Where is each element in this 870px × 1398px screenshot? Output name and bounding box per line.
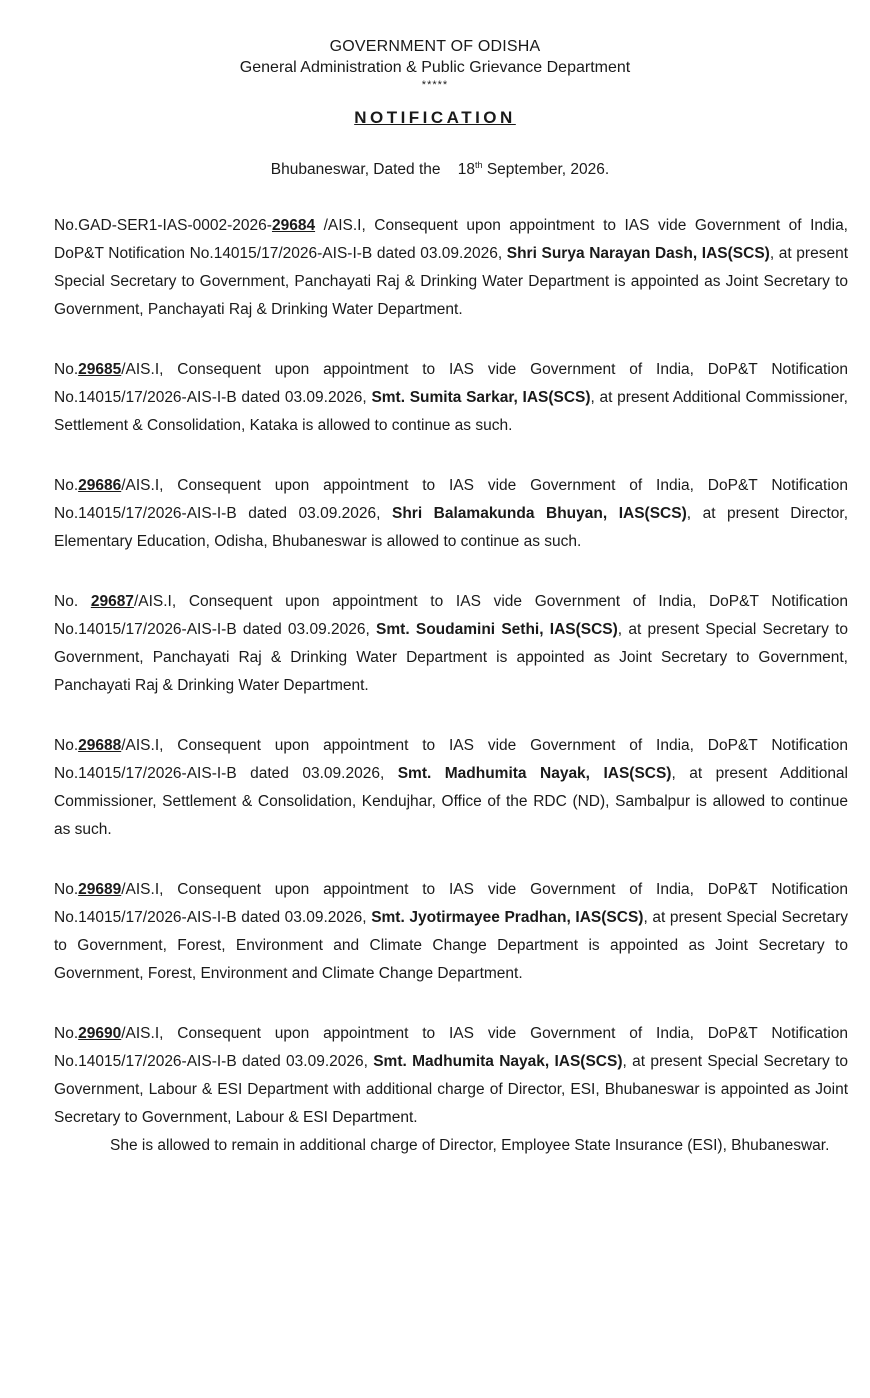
- notification-number: 29690: [78, 1025, 122, 1042]
- notification-prefix: No.: [54, 593, 91, 610]
- notification-text-rest: , at present Special Secretary to Government, Panchayati Raj & Drinking Water Department is appointed as Joint Secretary to Government, Panchayati Raj & Drinking Water Department.: [54, 245, 848, 318]
- notification-text-rest: , at present Special Secretary to Government, Panchayati Raj & Drinking Water Department is appointed as Joint Secretary to Government, Panchayati Raj & Drinking Water Department.: [54, 621, 848, 694]
- government-name: GOVERNMENT OF ODISHA: [329, 38, 541, 55]
- notification-paragraph: [54, 588, 848, 700]
- dateline-day: 18: [457, 161, 476, 179]
- dateline-day-suffix: th: [475, 160, 483, 170]
- officer-name: Smt. Madhumita Nayak, IAS(SCS): [373, 1053, 623, 1070]
- notification-text-rest: , at present Additional Commissioner, Settlement & Consolidation, Kataka is allowed to continue as such.: [54, 389, 848, 434]
- notification-text: /AIS.I, Consequent upon appointment to IAS vide Government of India, DoP&T Notification No.14015/17/2026-AIS-I-B dated 03.09.2026,: [54, 477, 848, 522]
- notification-list: [54, 212, 848, 1192]
- notification-text-rest: , at present Special Secretary to Government, Labour & ESI Department with additional charge of Director, ESI, Bhubaneswar is appointed as Joint Secretary to Government, Labour & ESI Department.: [54, 1053, 849, 1126]
- notification-number: 29689: [78, 881, 122, 898]
- notification-number: 29686: [78, 477, 122, 494]
- officer-name: Shri Surya Narayan Dash, IAS(SCS): [506, 245, 770, 262]
- notification-prefix: No.: [54, 881, 79, 898]
- dateline-prefix: Bhubaneswar, Dated the: [270, 161, 441, 179]
- notification-paragraph: [54, 876, 848, 988]
- notification-paragraph: [54, 732, 848, 844]
- notification-paragraph: [54, 212, 848, 324]
- notification-number: 29687: [90, 593, 134, 610]
- notification-text: /AIS.I, Consequent upon appointment to IAS vide Government of India, DoP&T Notification No.14015/17/2026-AIS-I-B dated 03.09.2026,: [54, 881, 848, 926]
- notification-prefix: No.: [54, 737, 79, 754]
- additional-charge-note: She is allowed to remain in additional charge of Director, Employee State Insurance (ESI), Bhubaneswar.: [110, 1137, 830, 1154]
- notification-prefix: No.GAD-SER1-IAS-0002-2026-: [54, 217, 272, 234]
- notification-number: 29684: [271, 217, 316, 234]
- notification-number: 29685: [78, 361, 122, 378]
- notification-text: /AIS.I, Consequent upon appointment to IAS vide Government of India, DoP&T Notification No.14015/17/2026-AIS-I-B dated 03.09.2026,: [54, 593, 848, 638]
- officer-name: Smt. Madhumita Nayak, IAS(SCS): [397, 765, 672, 782]
- notification-prefix: No.: [54, 477, 79, 494]
- officer-name: Shri Balamakunda Bhuyan, IAS(SCS): [391, 505, 687, 522]
- officer-name: Smt. Soudamini Sethi, IAS(SCS): [376, 621, 618, 638]
- department-name: General Administration & Public Grievance Department: [239, 59, 631, 76]
- notification-text-rest: , at present Additional Commissioner, Settlement & Consolidation, Kendujhar, Office of the RDC (ND), Sambalpur is allowed to continue as such.: [54, 765, 849, 838]
- officer-name: Smt. Jyotirmayee Pradhan, IAS(SCS): [371, 909, 644, 926]
- notification-paragraph: [54, 356, 848, 440]
- notification-text: /AIS.I, Consequent upon appointment to IAS vide Government of India, DoP&T Notification No.14015/17/2026-AIS-I-B dated 03.09.2026,: [54, 1025, 848, 1070]
- notification-prefix: No.: [54, 1025, 79, 1042]
- notification-text-rest: , at present Director, Elementary Education, Odisha, Bhubaneswar is allowed to continue as such.: [54, 505, 849, 550]
- notification-paragraph: [54, 1020, 848, 1132]
- notification-text-rest: , at present Special Secretary to Government, Forest, Environment and Climate Change Department is appointed as Joint Secretary to Government, Forest, Environment and Climate Change Department.: [54, 909, 849, 982]
- notification-prefix: No.: [54, 361, 79, 378]
- document-header: [0, 0, 870, 129]
- officer-name: Smt. Sumita Sarkar, IAS(SCS): [371, 389, 591, 406]
- notification-title: NOTIFICATION: [354, 108, 516, 127]
- dateline: [0, 155, 870, 180]
- notification-number: 29688: [78, 737, 122, 754]
- notification-text: /AIS.I, Consequent upon appointment to IAS vide Government of India, DoP&T Notification No.14015/17/2026-AIS-I-B dated 03.09.2026,: [54, 361, 848, 406]
- dateline-rest: September, 2026.: [486, 161, 610, 179]
- header-stars: *****: [421, 79, 449, 91]
- notification-text: /AIS.I, Consequent upon appointment to IAS vide Government of India, DoP&T Notification No.14015/17/2026-AIS-I-B dated 03.09.2026,: [54, 217, 848, 262]
- notification-text: /AIS.I, Consequent upon appointment to IAS vide Government of India, DoP&T Notification No.14015/17/2026-AIS-I-B dated 03.09.2026,: [54, 737, 848, 782]
- notification-paragraph: [54, 472, 848, 556]
